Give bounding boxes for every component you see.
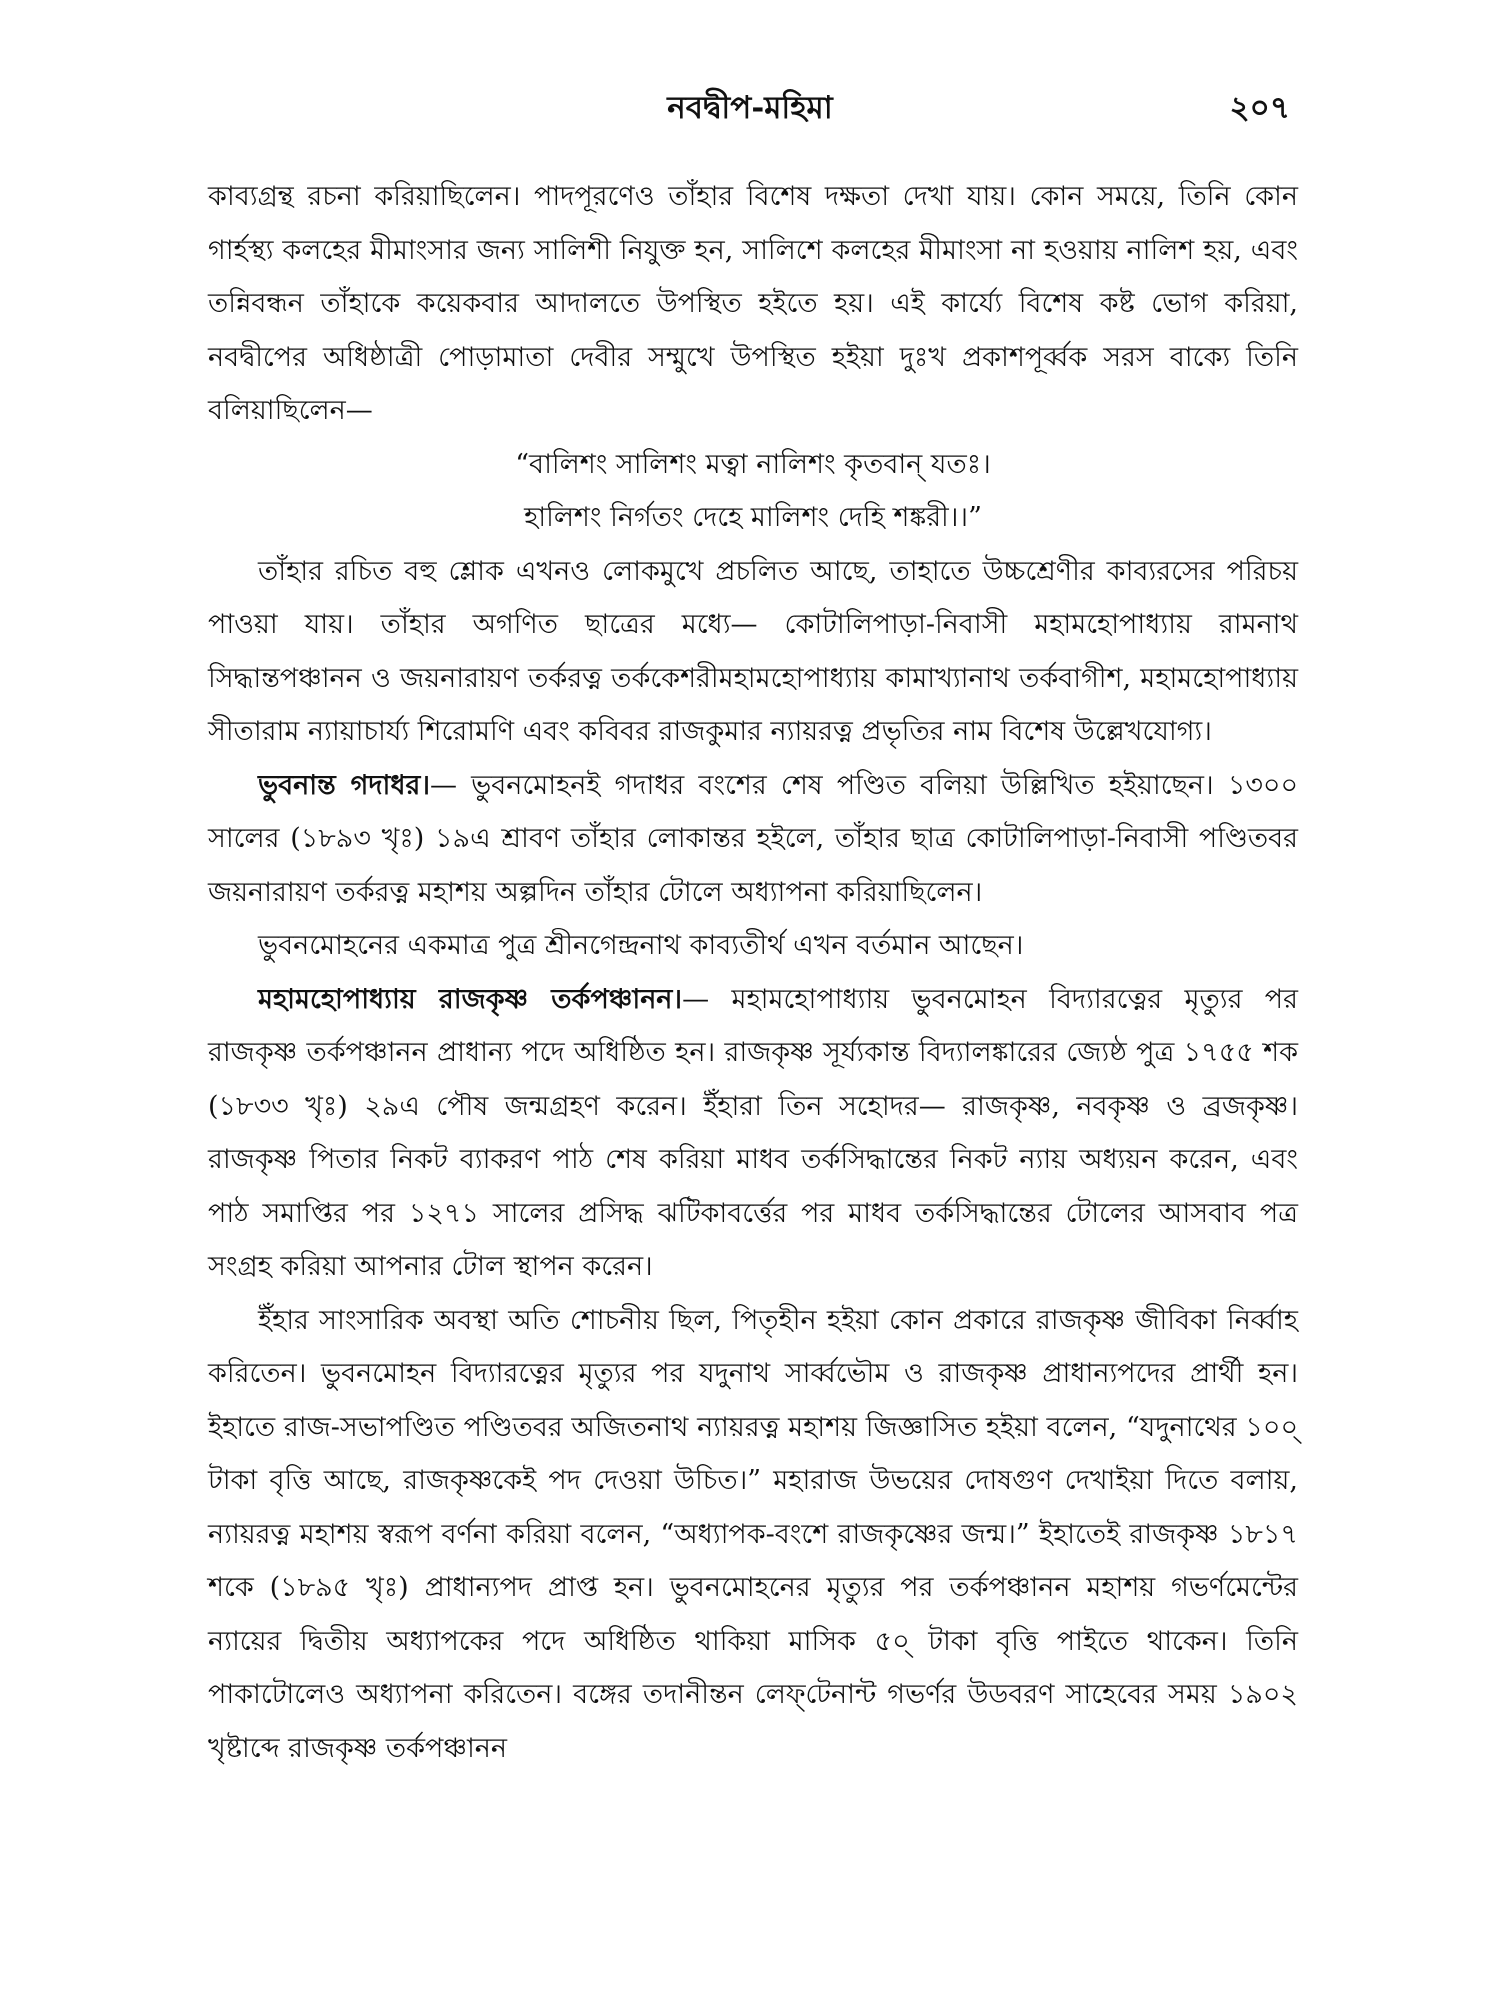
section-heading-rajkrishna: মহামহোপাধ্যায় রাজকৃষ্ণ তর্কপঞ্চানন।: [258, 983, 683, 1015]
paragraph-text: — মহামহোপাধ্যায় ভুবনমোহন বিদ্যারত্নের মৃত্যুর পর রাজকৃষ্ণ তর্কপঞ্চানন প্রাধান্য পদে অধিষ্ঠিত হন। রাজকৃষ্ণ সূর্য্যকান্ত বিদ্যালঙ্কারের জ্যেষ্ঠ পুত্র ১৭৫৫ শক (১৮৩৩ খৃঃ) ২৯এ পৌষ জন্মগ্রহণ করেন। ইঁহারা তিন সহোদর— রাজকৃষ্ণ, নবকৃষ্ণ ও ব্রজকৃষ্ণ। রাজকৃষ্ণ পিতার নিকট ব্যাকরণ পাঠ শেষ করিয়া মাধব তর্কসিদ্ধান্তের নিকট ন্যায় অধ্যয়ন করেন, এবং পাঠ সমাপ্তির পর ১২৭১ সালের প্রসিদ্ধ ঝটিকাবর্ত্তের পর মাধব তর্কসিদ্ধান্তের টোলের আসবাব পত্র সংগ্রহ করিয়া আপনার টোল স্থাপন করেন।: [208, 983, 1298, 1282]
body-text: [208, 170, 1298, 1775]
running-head: [0, 78, 1500, 128]
paragraph-students: তাঁহার রচিত বহু শ্লোক এখনও লোকমুখে প্রচলিত আছে, তাহাতে উচ্চশ্রেণীর কাব্যরসের পরিচয় পাওয়া যায়। তাঁহার অগণিত ছাত্রের মধ্যে— কোটালিপাড়া-নিবাসী মহামহোপাধ্যায় রামনাথ সিদ্ধান্তপঞ্চানন ও জয়নারায়ণ তর্করত্ন তর্ককেশরীমহামহোপাধ্যায় কামাখ্যানাথ তর্কবাগীশ, মহামহোপাধ্যায় সীতারাম ন্যায়াচার্য্য শিরোমণি এবং কবিবর রাজকুমার ন্যায়রত্ন প্রভৃতির নাম বিশেষ উল্লেখযোগ্য।: [208, 555, 1298, 747]
paragraph-circumstances: ইঁহার সাংসারিক অবস্থা অতি শোচনীয় ছিল, পিতৃহীন হইয়া কোন প্রকারে রাজকৃষ্ণ জীবিকা নির্ব্বাহ করিতেন। ভুবনমোহন বিদ্যারত্নের মৃত্যুর পর যদুনাথ সার্ব্বভৌম ও রাজকৃষ্ণ প্রাধান্যপদের প্রার্থী হন। ইহাতে রাজ-সভাপণ্ডিত পণ্ডিতবর অজিতনাথ ন্যায়রত্ন মহাশয় জিজ্ঞাসিত হইয়া বলেন, “যদুনাথের ১০০্ টাকা বৃত্তি আছে, রাজকৃষ্ণকেই পদ দেওয়া উচিত।” মহারাজ উভয়ের দোষগুণ দেখাইয়া দিতে বলায়, ন্যায়রত্ন মহাশয় স্বরূপ বর্ণনা করিয়া বলেন, “অধ্যাপক-বংশে রাজকৃষ্ণের জন্ম।” ইহাতেই রাজকৃষ্ণ ১৮১৭ শকে (১৮৯৫ খৃঃ) প্রাধান্যপদ প্রাপ্ত হন। ভুবনমোহনের মৃত্যুর পর তর্কপঞ্চানন মহাশয় গভর্ণমেন্টের ন্যায়ের দ্বিতীয় অধ্যাপকের পদে অধিষ্ঠিত থাকিয়া মাসিক ৫০্ টাকা বৃত্তি পাইতে থাকেন। তিনি পাকাটোলেও অধ্যাপনা করিতেন। বঙ্গের তদানীন্তন লেফ্‌টেনান্ট গভর্ণর উডবরণ সাহেবের সময় ১৯০২ খৃষ্টাব্দে রাজকৃষ্ণ তর্কপঞ্চানন: [208, 1304, 1298, 1764]
paragraph-text: — ভুবনমোহনই গদাধর বংশের শেষ পণ্ডিত বলিয়া উল্লিখিত হইয়াছেন। ১৩০০ সালের (১৮৯৩ খৃঃ) ১৯এ শ্রাবণ তাঁহার লোকান্তর হইলে, তাঁহার ছাত্র কোটালিপাড়া-নিবাসী পণ্ডিতবর জয়নারায়ণ তর্করত্ন মহাশয় অল্পদিন তাঁহার টোলে অধ্যাপনা করিয়াছিলেন।: [208, 769, 1299, 908]
paragraph-bhubanmohan: [208, 759, 1298, 920]
verse-line-1: “বালিশং সালিশং মত্বা নালিশং কৃতবান্ যতঃ।: [515, 448, 991, 480]
page-number: ২০৭: [1229, 90, 1290, 126]
section-heading-gadadhar: ভুবনান্ত গদাধর।: [258, 769, 431, 801]
paragraph-son: ভুবনমোহনের একমাত্র পুত্র শ্রীনগেন্দ্রনাথ কাব্যতীর্থ এখন বর্তমান আছেন।: [258, 930, 1024, 961]
paragraph-rajkrishna: [208, 973, 1298, 1294]
running-title: নবদ্বীপ-মহিমা: [667, 90, 833, 126]
paragraph-continued: কাব্যগ্রন্থ রচনা করিয়াছিলেন। পাদপূরণেও তাঁহার বিশেষ দক্ষতা দেখা যায়। কোন সময়ে, তিনি কোন গার্হস্থ্য কলহের মীমাংসার জন্য সালিশী নিযুক্ত হন, সালিশে কলহের মীমাংসা না হওয়ায় নালিশ হয়, এবং তন্নিবন্ধন তাঁহাকে কয়েকবার আদালতে উপস্থিত হইতে হয়। এই কার্য্যে বিশেষ কষ্ট ভোগ করিয়া, নবদ্বীপের অধিষ্ঠাত্রী পোড়ামাতা দেবীর সম্মুখে উপস্থিত হইয়া দুঃখ প্রকাশপূর্ব্বক সরস বাক্যে তিনি বলিয়াছিলেন—: [208, 181, 1298, 426]
verse-line-2: হালিশং নির্গতং দেহে মালিশং দেহি শঙ্করী।।”: [524, 502, 982, 533]
